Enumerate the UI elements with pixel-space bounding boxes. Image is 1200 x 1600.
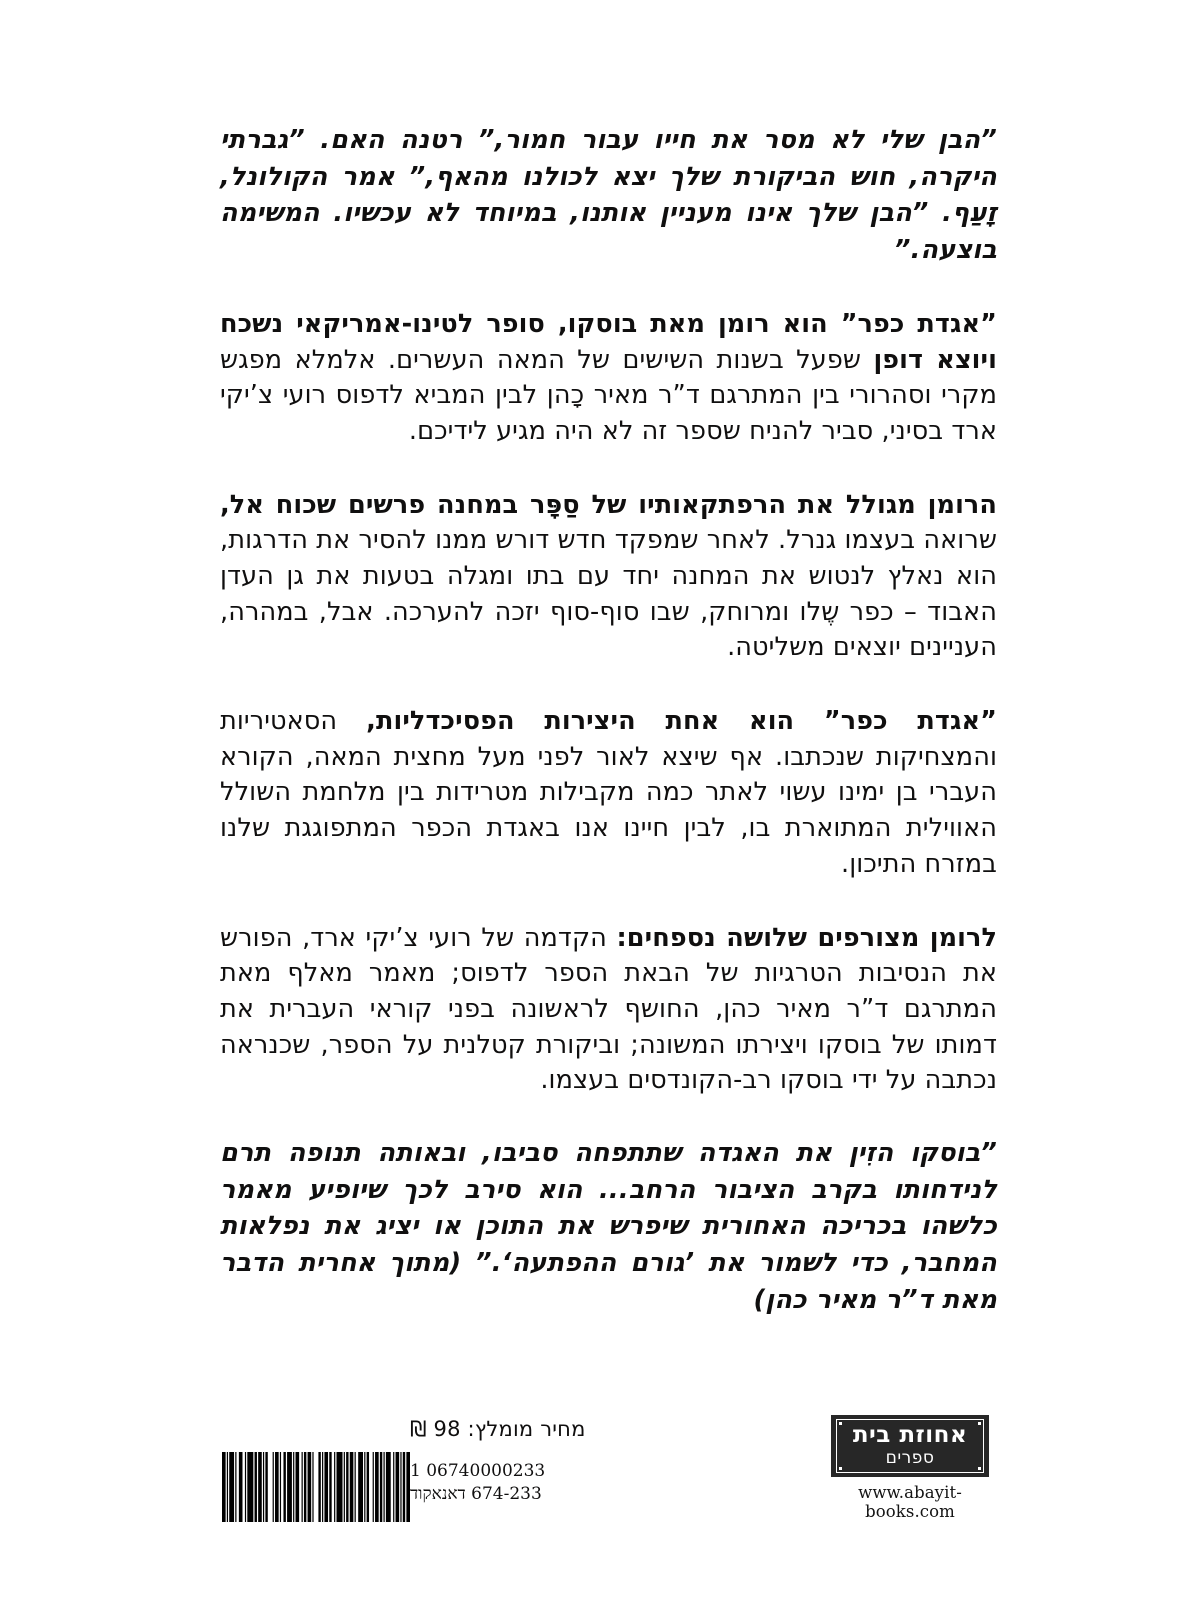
critical-appraisal-rest: הסאטיריות והמצחיקות שנכתבו. אף שיצא לאור לפני מעל מחצית המאה, הקורא העברי בן ימינו עשוי לאתר כמה מקבילות מטרידות בין מלחמת השולל האווילית המתוארת בו, לבין חיינו אנו באגדת הכפר המתפוגגת שלנו במזרח התיכון. bbox=[220, 706, 997, 879]
paragraph-book-intro bbox=[220, 307, 997, 450]
publisher-logo-text bbox=[831, 1415, 989, 1477]
cover-footer bbox=[0, 1395, 1200, 1570]
plot-summary-rest: שרואה בעצמו גנרל. לאחר שמפקד חדש דורש ממנו להסיר את הדרגות, הוא נאלץ לנטוש את המחנה יחד עם בתו ומגלה בטעות את גן העדן האבוד – כפר שֶלו ומרוחק, שבו סוף-סוף יזכה להערכה. אבל, במהרה, העניינים יוצאים משליטה. bbox=[220, 525, 997, 663]
afterword-quote-source: (מתוך אחרית הדבר מאת ד”ר מאיר כהן) bbox=[220, 1248, 997, 1315]
publisher-logo-box bbox=[831, 1415, 989, 1477]
danacode-number: 674-233 דאנאקוד bbox=[410, 1483, 542, 1504]
paragraph-critical-appraisal bbox=[220, 704, 997, 882]
publisher-website[interactable]: www.abayit-books.com bbox=[858, 1483, 962, 1521]
plot-summary-lead: הרומן מגולל את הרפתקאותיו של סַפָּר במחנה פרשים שכוח אל, bbox=[220, 489, 997, 520]
afterword-quote-text: ”בוסקו הזִין את האגדה שתתפחה סביבו, ובאותה תנופה תרם לנידחותו בקרב הציבור הרחב... הוא סירב לכך שיופיע מאמר כלשהו בכריכה האחורית שיפרש את התוכן או יציג את נפלאות המחבר, כדי לשמור את ’גורם ההפתעה‘.” bbox=[220, 1137, 998, 1279]
publisher-logo-block[interactable] bbox=[820, 1415, 1000, 1521]
paragraph-plot-summary bbox=[220, 488, 997, 666]
dialogue-quote-text: ”הבן שלי לא מסר את חייו עבור חמור,” רטנה האם. ”גברתי היקרה, חוש הביקורת שלך יצא לכולנו מהאף,” אמר הקולונל, זָעַף. ”הבן שלך אינו מעניין אותנו, במיוחד לא עכשיו. המשימה בוצעה.” bbox=[220, 125, 997, 266]
appendices-lead: לרומן מצורפים שלושה נספחים: bbox=[616, 922, 997, 953]
ean-barcode bbox=[222, 1452, 410, 1522]
paragraph-dialogue-quote bbox=[220, 122, 997, 269]
recommended-price-label: מחיר מומלץ: 98 ₪ bbox=[410, 1417, 586, 1441]
paragraph-appendices bbox=[220, 921, 997, 1099]
isbn-number: 06740000233 1 bbox=[410, 1461, 546, 1481]
paragraph-afterword-quote bbox=[220, 1135, 997, 1319]
appendices-rest: הקדמה של רועי צ’יקי ארד, הפורש את הנסיבות הטרגיות של הבאת הספר לדפוס; מאמר מאלף מאת המתרגם ד”ר מאיר כהן, החושף לראשונה בפני קוראי העברית את דמותו של בוסקו ויצירתו המשונה; וביקורת קטלנית על הספר, שכנראה נכתבה על ידי בוסקו רב-הקונדסים בעצמו. bbox=[220, 922, 997, 1096]
book-intro-lead: ”אגדת כפר” הוא רומן מאת בוסקו, סופר לטינו-אמריקאי נשכח ויוצא דופן bbox=[220, 308, 997, 375]
book-intro-rest: שפעל בשנות השישים של המאה העשרים. אלמלא מפגש מקרי וסהרורי בין המתרגם ד”ר מאיר כָהן לבין המביא לדפוס רועי צ’יקי ארד בסיני, סביר להניח שספר זה לא היה מגיע לידיכם. bbox=[220, 344, 997, 446]
publisher-name-line1: אחוזת בית bbox=[852, 1421, 968, 1448]
code-lines bbox=[410, 1460, 640, 1505]
price-and-codes-block bbox=[410, 1417, 640, 1505]
blurb-content bbox=[220, 122, 997, 1319]
critical-appraisal-lead: ”אגדת כפר” הוא אחת היצירות הפסיכדליות, bbox=[366, 706, 997, 737]
publisher-name-line2: ספרים bbox=[885, 1448, 935, 1469]
